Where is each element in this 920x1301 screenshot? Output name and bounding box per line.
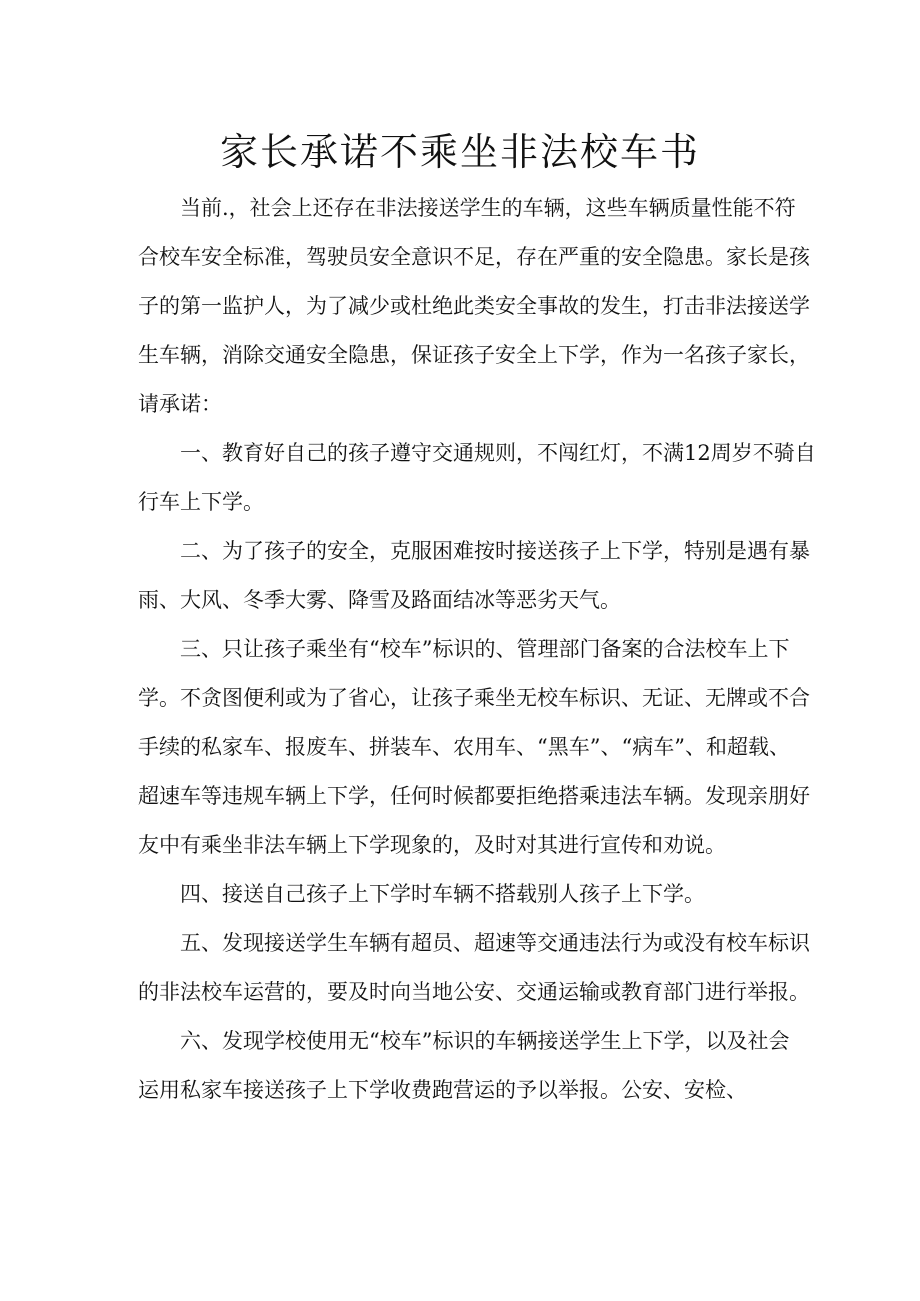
body-line: 超速车等违规车辆上下学，任何时候都要拒绝搭乘违法车辆。发现亲朋好 (138, 784, 810, 808)
body-line: 子的第一监护人，为了减少或杜绝此类安全事故的发生，打击非法接送学 (138, 294, 810, 318)
body-line: 五、发现接送学生车辆有超员、超速等交通违法行为或没有校车标识 (180, 931, 810, 955)
body-line: 友中有乘坐非法车辆上下学现象的，及时对其进行宣传和劝说。 (138, 833, 726, 857)
body-line: 手续的私家车、报废车、拼装车、农用车、“黑车”、“病车”、和超载、 (138, 735, 790, 759)
body-line: 的非法校车运营的，要及时向当地公安、交通运输或教育部门进行举报。 (138, 980, 810, 1004)
body-line: 一、教育好自己的孩子遵守交通规则，不闯红灯，不满12周岁不骑自 (180, 441, 816, 465)
body-line: 六、发现学校使用无“校车”标识的车辆接送学生上下学，以及社会 (180, 1029, 790, 1053)
body-line: 四、接送自己孩子上下学时车辆不搭载别人孩子上下学。 (180, 882, 705, 906)
body-line: 生车辆，消除交通安全隐患，保证孩子安全上下学，作为一名孩子家长， (138, 343, 810, 367)
body-line: 雨、大风、冬季大雾、降雪及路面结冰等恶劣天气。 (138, 588, 621, 612)
body-line: 运用私家车接送孩子上下学收费跑营运的予以举报。公安、安检、 (138, 1078, 747, 1102)
body-line: 行车上下学。 (138, 490, 264, 514)
body-line: 当前.，社会上还存在非法接送学生的车辆，这些车辆质量性能不符 (180, 196, 796, 220)
body-line: 合校车安全标准，驾驶员安全意识不足，存在严重的安全隐患。家长是孩 (138, 245, 810, 269)
body-line: 学。不贪图便利或为了省心，让孩子乘坐无校车标识、无证、无牌或不合 (138, 686, 810, 710)
document-title: 家长承诺不乘坐非法校车书 (219, 130, 700, 174)
body-line: 请承诺： (138, 392, 222, 416)
body-line: 二、为了孩子的安全，克服困难按时接送孩子上下学，特别是遇有暴 (180, 539, 810, 563)
body-line: 三、只让孩子乘坐有“校车”标识的、管理部门备案的合法校车上下 (180, 637, 790, 661)
